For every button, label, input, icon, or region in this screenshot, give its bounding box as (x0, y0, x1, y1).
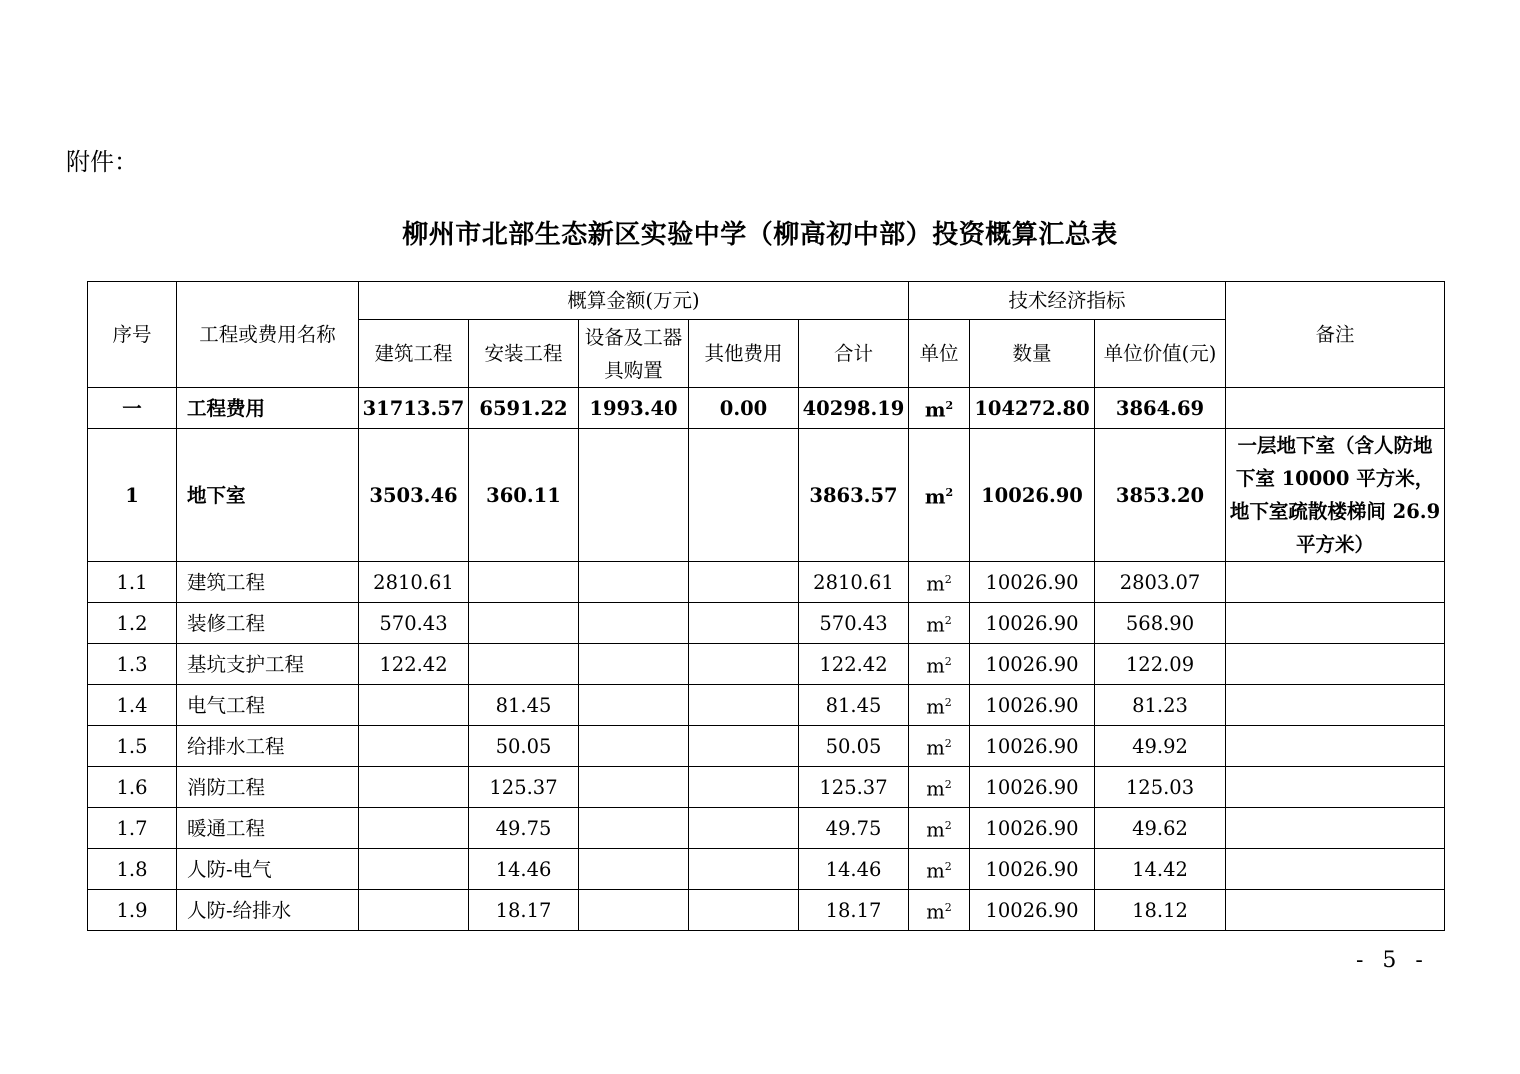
cell-name: 装修工程 (177, 603, 359, 644)
cell-quantity: 104272.80 (970, 388, 1095, 429)
cell-other (689, 603, 799, 644)
cell-quantity: 10026.90 (970, 808, 1095, 849)
cell-name: 给排水工程 (177, 726, 359, 767)
cell-remark (1226, 849, 1445, 890)
cell-unit-value: 81.23 (1095, 685, 1226, 726)
cell-unit-value: 3864.69 (1095, 388, 1226, 429)
cell-installation (469, 603, 579, 644)
attachment-label: 附件： (66, 148, 138, 176)
cell-remark (1226, 767, 1445, 808)
cell-remark: 一层地下室（含人防地下室 10000 平方米，地下室疏散楼梯间 26.9 平方米） (1226, 429, 1445, 562)
cell-unit-value: 49.92 (1095, 726, 1226, 767)
cell-unit-value: 14.42 (1095, 849, 1226, 890)
cell-unit (909, 429, 970, 562)
cell-total: 3863.57 (799, 429, 909, 562)
cell-unit-value: 122.09 (1095, 644, 1226, 685)
table-row (88, 644, 1445, 685)
header-other: 其他费用 (689, 320, 799, 388)
cell-quantity: 10026.90 (970, 429, 1095, 562)
cell-equipment (579, 849, 689, 890)
cell-installation: 14.46 (469, 849, 579, 890)
unit-superscript: 2 (944, 819, 952, 833)
cell-unit-value: 125.03 (1095, 767, 1226, 808)
header-amount-group: 概算金额(万元) (359, 282, 909, 320)
cell-construction (359, 685, 469, 726)
cell-remark (1226, 603, 1445, 644)
table-row (88, 890, 1445, 931)
page-number: - 5 - (1356, 948, 1429, 973)
unit-base: m (924, 485, 946, 509)
cell-total: 81.45 (799, 685, 909, 726)
cell-other (689, 849, 799, 890)
cell-construction: 2810.61 (359, 562, 469, 603)
cell-remark (1226, 644, 1445, 685)
cell-equipment (579, 685, 689, 726)
header-construction: 建筑工程 (359, 320, 469, 388)
cell-unit-value: 2803.07 (1095, 562, 1226, 603)
cell-remark (1226, 726, 1445, 767)
cell-name: 基坑支护工程 (177, 644, 359, 685)
unit-superscript: 2 (944, 655, 952, 669)
cell-seq: 1.2 (88, 603, 177, 644)
cell-remark (1226, 808, 1445, 849)
header-total: 合计 (799, 320, 909, 388)
cell-equipment (579, 562, 689, 603)
unit-base: m (926, 900, 945, 924)
cell-unit (909, 767, 970, 808)
cell-total: 18.17 (799, 890, 909, 931)
cell-unit (909, 388, 970, 429)
table-row (88, 726, 1445, 767)
cell-equipment (579, 726, 689, 767)
cell-seq: 1.3 (88, 644, 177, 685)
cell-unit (909, 562, 970, 603)
unit-base: m (926, 572, 945, 596)
cell-quantity: 10026.90 (970, 644, 1095, 685)
cell-seq: 一 (88, 388, 177, 429)
table-row (88, 767, 1445, 808)
cell-unit (909, 685, 970, 726)
cell-other (689, 685, 799, 726)
cell-other: 0.00 (689, 388, 799, 429)
cell-quantity: 10026.90 (970, 685, 1095, 726)
cell-other (689, 644, 799, 685)
cell-other (689, 890, 799, 931)
cell-total: 570.43 (799, 603, 909, 644)
unit-base: m (926, 818, 945, 842)
table-row (88, 849, 1445, 890)
cell-seq: 1.7 (88, 808, 177, 849)
cell-installation (469, 562, 579, 603)
cell-construction (359, 808, 469, 849)
header-unit-value: 单位价值(元) (1095, 320, 1226, 388)
cell-other (689, 726, 799, 767)
cell-name: 建筑工程 (177, 562, 359, 603)
cell-installation: 6591.22 (469, 388, 579, 429)
cell-installation: 18.17 (469, 890, 579, 931)
cell-total: 2810.61 (799, 562, 909, 603)
unit-base: m (926, 613, 945, 637)
header-quantity: 数量 (970, 320, 1095, 388)
cell-remark (1226, 388, 1445, 429)
unit-base: m (926, 859, 945, 883)
unit-superscript: 2 (944, 614, 952, 628)
table-body (88, 388, 1445, 931)
cell-construction: 570.43 (359, 603, 469, 644)
cell-unit (909, 849, 970, 890)
cell-name: 消防工程 (177, 767, 359, 808)
table-row (88, 429, 1445, 562)
header-name: 工程或费用名称 (177, 282, 359, 388)
header-remark: 备注 (1226, 282, 1445, 388)
budget-summary-table (87, 281, 1445, 931)
unit-base: m (924, 398, 946, 422)
header-tech-group: 技术经济指标 (909, 282, 1226, 320)
cell-unit (909, 644, 970, 685)
cell-seq: 1.4 (88, 685, 177, 726)
cell-other (689, 429, 799, 562)
table-row (88, 685, 1445, 726)
cell-total: 40298.19 (799, 388, 909, 429)
cell-total: 50.05 (799, 726, 909, 767)
cell-quantity: 10026.90 (970, 726, 1095, 767)
cell-equipment (579, 767, 689, 808)
cell-name: 人防-电气 (177, 849, 359, 890)
cell-construction (359, 890, 469, 931)
cell-unit-value: 49.62 (1095, 808, 1226, 849)
header-unit: 单位 (909, 320, 970, 388)
cell-equipment (579, 890, 689, 931)
unit-superscript: 2 (945, 486, 954, 500)
table-row (88, 562, 1445, 603)
unit-superscript: 2 (944, 860, 952, 874)
cell-installation: 49.75 (469, 808, 579, 849)
cell-name: 人防-给排水 (177, 890, 359, 931)
cell-quantity: 10026.90 (970, 603, 1095, 644)
cell-installation: 81.45 (469, 685, 579, 726)
unit-superscript: 2 (944, 901, 952, 915)
cell-quantity: 10026.90 (970, 890, 1095, 931)
cell-name: 电气工程 (177, 685, 359, 726)
cell-quantity: 10026.90 (970, 562, 1095, 603)
cell-construction (359, 726, 469, 767)
cell-quantity: 10026.90 (970, 767, 1095, 808)
cell-installation (469, 644, 579, 685)
cell-unit (909, 726, 970, 767)
cell-construction (359, 849, 469, 890)
header-installation: 安装工程 (469, 320, 579, 388)
cell-other (689, 808, 799, 849)
cell-equipment (579, 429, 689, 562)
cell-seq: 1.1 (88, 562, 177, 603)
cell-construction: 31713.57 (359, 388, 469, 429)
cell-unit (909, 890, 970, 931)
unit-superscript: 2 (944, 737, 952, 751)
cell-installation: 360.11 (469, 429, 579, 562)
header-seq: 序号 (88, 282, 177, 388)
unit-base: m (926, 777, 945, 801)
cell-installation: 125.37 (469, 767, 579, 808)
cell-other (689, 562, 799, 603)
header-equipment: 设备及工器具购置 (579, 320, 689, 388)
cell-unit-value: 3853.20 (1095, 429, 1226, 562)
unit-base: m (926, 736, 945, 760)
cell-total: 125.37 (799, 767, 909, 808)
cell-name: 工程费用 (177, 388, 359, 429)
cell-equipment: 1993.40 (579, 388, 689, 429)
cell-quantity: 10026.90 (970, 849, 1095, 890)
unit-base: m (926, 654, 945, 678)
table-row (88, 808, 1445, 849)
cell-seq: 1.9 (88, 890, 177, 931)
cell-construction: 122.42 (359, 644, 469, 685)
cell-seq: 1.5 (88, 726, 177, 767)
cell-equipment (579, 603, 689, 644)
unit-superscript: 2 (944, 696, 952, 710)
table-row (88, 603, 1445, 644)
cell-other (689, 767, 799, 808)
cell-seq: 1.8 (88, 849, 177, 890)
cell-name: 暖通工程 (177, 808, 359, 849)
cell-construction (359, 767, 469, 808)
cell-remark (1226, 685, 1445, 726)
cell-unit (909, 603, 970, 644)
unit-superscript: 2 (945, 399, 954, 413)
table-row (88, 388, 1445, 429)
cell-unit-value: 18.12 (1095, 890, 1226, 931)
cell-seq: 1 (88, 429, 177, 562)
cell-total: 122.42 (799, 644, 909, 685)
cell-name: 地下室 (177, 429, 359, 562)
unit-superscript: 2 (944, 573, 952, 587)
cell-equipment (579, 644, 689, 685)
cell-unit (909, 808, 970, 849)
cell-equipment (579, 808, 689, 849)
unit-base: m (926, 695, 945, 719)
cell-remark (1226, 562, 1445, 603)
cell-installation: 50.05 (469, 726, 579, 767)
cell-construction: 3503.46 (359, 429, 469, 562)
cell-seq: 1.6 (88, 767, 177, 808)
cell-remark (1226, 890, 1445, 931)
cell-total: 14.46 (799, 849, 909, 890)
unit-superscript: 2 (944, 778, 952, 792)
cell-total: 49.75 (799, 808, 909, 849)
cell-unit-value: 568.90 (1095, 603, 1226, 644)
document-title: 柳州市北部生态新区实验中学（柳高初中部）投资概算汇总表 (402, 220, 1118, 250)
